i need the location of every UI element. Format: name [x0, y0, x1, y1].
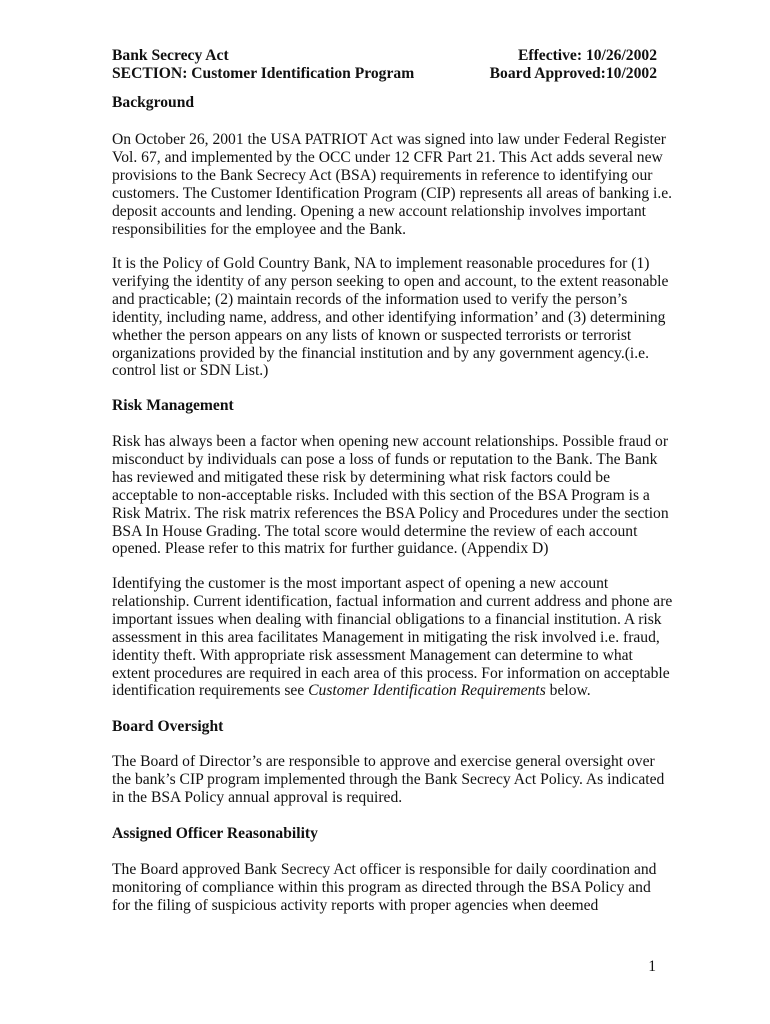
- text-line: Vol. 67, and implemented by the OCC under 12 CFR Part 21. This Act adds several new: [112, 148, 663, 166]
- text-line: acceptable to non-acceptable risks. Included with this section of the BSA Program is a: [112, 486, 650, 504]
- text-line: in the BSA Policy annual approval is required.: [112, 788, 403, 806]
- text-line: customers. The Customer Identification Program (CIP) represents all areas of banking i.e.: [112, 184, 673, 202]
- text-line: for the filing of suspicious activity reports with proper agencies when deemed: [112, 896, 599, 914]
- paragraph-background-1: [112, 131, 672, 238]
- text-line: provisions to the Bank Secrecy Act (BSA) requirements in reference to identifying our: [112, 166, 653, 184]
- text-line: verifying the identity of any person seeking to open and account, to the extent reasonable: [112, 272, 669, 290]
- text-line: The Board approved Bank Secrecy Act officer is responsible for daily coordination and: [112, 861, 657, 878]
- text-line: responsibilities for the employee and the Bank.: [112, 220, 407, 238]
- text-line: Risk has always been a factor when opening new account relationships. Possible fraud or: [112, 433, 669, 450]
- document-header-left: [112, 47, 414, 83]
- page-number: 1: [648, 958, 656, 975]
- heading-background: Background: [112, 94, 195, 111]
- text-line: Risk Matrix. The risk matrix references the BSA Policy and Procedures under the section: [112, 504, 669, 522]
- text-line: opened. Please refer to this matrix for further guidance. (Appendix D): [112, 540, 549, 558]
- text: identification requirements see: [112, 682, 309, 700]
- effective-date: Effective: 10/26/2002: [517, 47, 657, 64]
- text-line: has reviewed and mitigated these risk by determining what risk factors could be: [112, 468, 610, 486]
- paragraph-officer-1: [112, 861, 672, 915]
- paragraph-risk-1: [112, 433, 672, 558]
- text-line: It is the Policy of Gold Country Bank, NA to implement reasonable procedures for (1): [112, 255, 650, 272]
- paragraph-board-1: [112, 753, 672, 807]
- text-line: whether the person appears on any lists of known or suspected terrorists or terrorist: [112, 326, 632, 344]
- document-title: Bank Secrecy Act: [112, 47, 229, 64]
- heading-risk-management: Risk Management: [112, 397, 234, 414]
- paragraph-risk-2-lines: [112, 575, 672, 682]
- text-line: BSA In House Grading. The total score would determine the review of each account: [112, 522, 638, 540]
- text-line: On October 26, 2001 the USA PATRIOT Act was signed into law under Federal Register: [112, 131, 666, 148]
- paragraph-risk-2-last-line: [112, 682, 672, 700]
- paragraph-background-2: [112, 255, 672, 380]
- document-header-right: [490, 47, 657, 83]
- heading-assigned-officer: Assigned Officer Reasonability: [112, 825, 318, 842]
- text-line: monitoring of compliance within this program as directed through the BSA Policy and: [112, 878, 651, 896]
- text-line: The Board of Director’s are responsible to approve and exercise general oversight over: [112, 753, 655, 770]
- text-line: Identifying the customer is the most important aspect of opening a new account: [112, 575, 609, 592]
- text-line: identity theft. With appropriate risk assessment Management can determine to what: [112, 646, 633, 664]
- text-line: extent procedures are required in each area of this process. For information on acceptable: [112, 664, 670, 682]
- text: below.: [545, 682, 591, 700]
- text-line: identity, including name, address, and other identifying information’ and (3) determining: [112, 308, 666, 326]
- text-line: the bank’s CIP program implemented through the Bank Secrecy Act Policy. As indicated: [112, 770, 665, 788]
- text-line: important issues when dealing with financial obligations to a financial institution. A risk: [112, 610, 662, 628]
- text-line: deposit accounts and lending. Opening a new account relationship involves important: [112, 202, 646, 220]
- text-line: assessment in this area facilitates Management in mitigating the risk involved i.e. fraud,: [112, 628, 660, 646]
- text-line: relationship. Current identification, factual information and current address and phone are: [112, 592, 673, 610]
- board-approved-date: Board Approved:10/2002: [489, 65, 657, 82]
- italic-reference: Customer Identification Requirements: [308, 682, 546, 700]
- text-line: control list or SDN List.): [112, 362, 269, 380]
- text-line: organizations provided by the financial institution and by any government agency.(i.e.: [112, 344, 649, 362]
- text-line: misconduct by individuals can pose a loss of funds or reputation to the Bank. The Bank: [112, 450, 658, 468]
- section-title: SECTION: Customer Identification Program: [112, 65, 415, 82]
- text-line: and practicable; (2) maintain records of the information used to verify the person’s: [112, 290, 628, 308]
- paragraph-risk-2: [112, 575, 672, 700]
- heading-board-oversight: Board Oversight: [112, 718, 224, 735]
